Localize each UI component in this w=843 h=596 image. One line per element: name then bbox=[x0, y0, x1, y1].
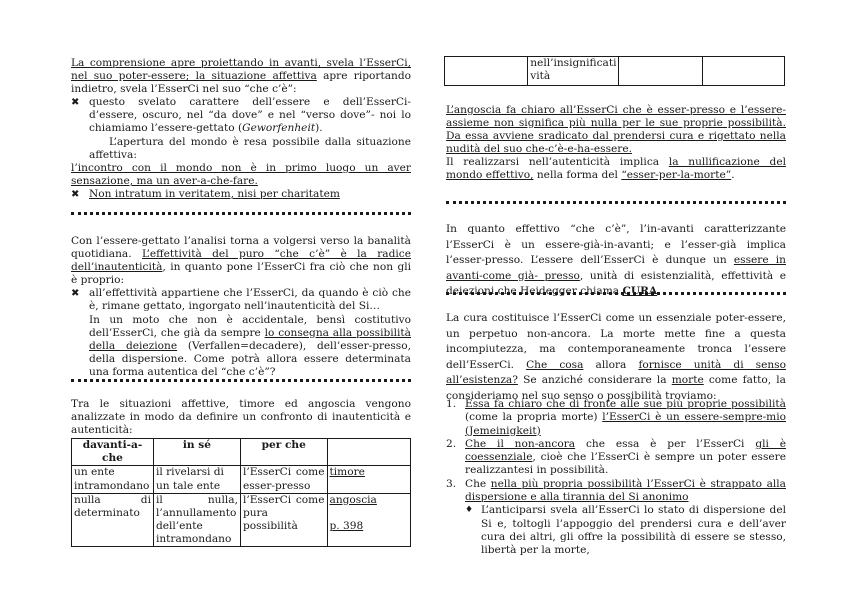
text: In quanto effettivo “che c’è”, l’in-avanti caratterizzante l’EsserCi è un essere-già-in-avanti; e l’esser-già implica l’esser-presso. L’essere dell’EsserCi è dunque un bbox=[446, 223, 786, 266]
table-cell bbox=[240, 493, 327, 546]
bullet-item bbox=[71, 96, 411, 135]
dotted-separator bbox=[71, 379, 411, 382]
underlined-text: fornisce unità di senso all’esistenza? bbox=[446, 358, 786, 386]
table-cell bbox=[240, 466, 327, 493]
text: l’EsserCi come esser-presso bbox=[242, 466, 325, 492]
table-cell bbox=[445, 57, 528, 86]
section-timore-angoscia bbox=[71, 398, 411, 547]
table-cell: un ente intramondano bbox=[72, 466, 154, 493]
underlined-text: “esser-per-la-morte” bbox=[621, 169, 732, 182]
list-number: 1. bbox=[446, 398, 457, 410]
comparison-table bbox=[71, 438, 411, 547]
table-header-cell bbox=[327, 439, 411, 466]
underlined-text: la nullificazione del mondo effettivo, bbox=[446, 156, 786, 182]
bold-underlined-text: CURA bbox=[622, 285, 658, 297]
text: apre riportando indietro, svela l’EsserCi nel suo “che c’è”: bbox=[71, 70, 411, 96]
list-number: 3. bbox=[446, 477, 457, 490]
underlined-text: angoscia bbox=[329, 493, 377, 506]
text: questo svelato carattere dell’essere e dell’EsserCi- d’essere, oscuro, nel “da dove” e nel “verso dove”- noi lo chiamiamo l’essere-gettato ( bbox=[89, 96, 411, 135]
underlined-text: Non intratum in veritatem, nisi per charitatem bbox=[89, 187, 340, 200]
text: il nulla, l’annullamento dell’ente intramondano bbox=[155, 493, 238, 545]
table-cell bbox=[327, 493, 411, 546]
text: Tra le situazioni affettive, timore ed angoscia vengono analizzate in modo da definire un confronto di inautenticità e autenticità: bbox=[71, 398, 411, 437]
list-item bbox=[446, 398, 786, 438]
table-cell bbox=[619, 57, 702, 86]
italic-text: Geworfenheit bbox=[242, 122, 316, 135]
table-cell: nell’insignificati vità bbox=[528, 57, 619, 86]
paragraph bbox=[71, 162, 411, 188]
text: Il realizzarsi nell’autenticità implica bbox=[446, 156, 669, 169]
table-cell bbox=[72, 493, 154, 546]
bullet-item bbox=[71, 188, 411, 201]
list-item bbox=[446, 478, 786, 505]
table-row bbox=[72, 466, 411, 493]
section-cura bbox=[446, 222, 786, 300]
table-cell bbox=[702, 57, 784, 86]
section-situazione-affettiva bbox=[71, 57, 411, 201]
underlined-text: L’effettività del puro “che c’è” è la radice dell’inautenticità bbox=[71, 248, 411, 274]
table-cell bbox=[153, 493, 240, 546]
text: . bbox=[731, 169, 735, 182]
table-header-cell: davanti-a-che bbox=[72, 439, 154, 466]
diamond-bullet-icon: ♦ bbox=[465, 505, 474, 516]
text: In un moto che non è accidentale, bensì costitutivo dell’EsserCi, che già da sempre bbox=[89, 313, 411, 339]
text: L’apertura del mondo è resa possibile dalla situazione affettiva: bbox=[89, 135, 411, 161]
cross-bullet-icon: ✖ bbox=[71, 188, 80, 200]
paragraph bbox=[71, 136, 411, 162]
text: , unità di esistenzialità, effettività e deiezioni che Heidegger chiama bbox=[446, 269, 786, 297]
text: all’effettività appartiene che l’EsserCi, da quando è ciò che è, rimane gettato, ingorgato nell’inautenticità del Si… bbox=[89, 287, 411, 313]
text: nella forma del bbox=[533, 169, 622, 182]
paragraph bbox=[71, 314, 411, 379]
table-cell bbox=[327, 466, 411, 493]
text: allora bbox=[583, 358, 639, 371]
section-angoscia bbox=[446, 104, 786, 183]
page-reference-link[interactable]: p. 398 bbox=[329, 519, 364, 532]
underlined-text: l’EsserCi è un essere-sempre-mio (Jemeinigkeit) bbox=[465, 411, 786, 437]
paragraph bbox=[446, 222, 786, 300]
table-row bbox=[72, 493, 411, 546]
table-header-row bbox=[72, 439, 411, 466]
text: nulla di determinato bbox=[74, 493, 151, 519]
text: (Verfallen=decadere), dell’esser-presso, della dispersione. Come potrà allora essere determinata una forma autentica del “che c’è”? bbox=[89, 339, 411, 378]
table-header-cell: per che bbox=[240, 439, 327, 466]
paragraph bbox=[446, 104, 786, 156]
text: , in quanto pone l’EsserCi fra ciò che non gli è proprio: bbox=[71, 261, 411, 287]
text: La cura costituisce l’EsserCi come un essenziale poter-essere, un perpetuo non-ancora. La morte mette fine a questa incompiutezza, ma contemporaneamente tronca l’essere dell’EsserCi. bbox=[446, 312, 786, 371]
text: . bbox=[657, 285, 661, 297]
underlined-text: Che il non-ancora bbox=[465, 437, 576, 450]
paragraph bbox=[71, 235, 411, 287]
text: l’EsserCi come pura possibilità bbox=[242, 493, 325, 532]
section-essere-gettato bbox=[71, 235, 411, 379]
paragraph bbox=[71, 57, 411, 96]
underlined-text: timore bbox=[329, 466, 365, 479]
text: che essa è per l’EsserCi bbox=[575, 437, 756, 450]
section-morte bbox=[446, 311, 786, 404]
underlined-text: L’angoscia fa chiaro all’EsserCi che è esser-presso e l’essere-assieme non significa più nulla per le sue proprie possibilità. Da essa avviene sradicato dal prendersi cura e rigettato nella nudità del suo che-c’è-e-ha-essere. bbox=[446, 104, 786, 156]
table-row bbox=[445, 57, 785, 86]
underlined-text: nella più propria possibilità l’EsserCi è strappato alla dispersione e alla tirannia del Si anonimo bbox=[465, 477, 786, 504]
underlined-text: l’incontro con il mondo non è in primo luogo un aver sensazione, ma un aver-a-che-fare. bbox=[71, 161, 411, 187]
text: Con l’essere-gettato l’analisi torna a volgersi verso la banalità quotidiana. bbox=[71, 235, 411, 261]
table-cell: il rivelarsi di un tale ente bbox=[153, 466, 240, 493]
paragraph bbox=[71, 398, 411, 437]
bullet-item bbox=[71, 287, 411, 313]
dotted-separator bbox=[446, 201, 786, 204]
text: , cioè che l’EsserCi è sempre un poter essere realizzantesi in possibilità. bbox=[465, 451, 786, 477]
underlined-text: Che cosa bbox=[526, 358, 584, 371]
dotted-separator bbox=[71, 212, 411, 215]
list-number: 2. bbox=[446, 437, 457, 450]
text: Che bbox=[465, 477, 491, 490]
underlined-text: essere in avanti-come già- presso bbox=[446, 254, 787, 282]
underlined-text: gli è coessenziale bbox=[465, 437, 786, 464]
text: L’anticiparsi svela all’EsserCi lo stato di dispersione del Si e, toltogli l’appoggio del prendersi cura e dell’aver cura dei altri, gli offre la possibilità di essere se stesso, libertà per la morte, bbox=[481, 504, 786, 557]
text: Se anziché considerare la bbox=[517, 374, 672, 386]
text: come fatto, la consideriamo nel suo senso o possibilità troviamo: bbox=[446, 374, 786, 402]
underlined-text: lo consegna alla possibilità della deiezione bbox=[89, 326, 411, 352]
cross-bullet-icon: ✖ bbox=[71, 288, 80, 300]
text: ). bbox=[315, 122, 323, 135]
underlined-text: morte bbox=[671, 374, 704, 386]
dotted-separator bbox=[446, 292, 786, 295]
text: (come la propria morte) bbox=[465, 411, 603, 424]
list-item bbox=[446, 438, 786, 478]
sub-list-item bbox=[465, 504, 786, 557]
cross-bullet-icon: ✖ bbox=[71, 97, 80, 109]
underlined-text: La comprensione apre proiettando in avanti, svela l’EsserCi, nel suo poter-essere; la situazione affettiva bbox=[71, 57, 411, 83]
paragraph bbox=[446, 311, 786, 404]
table-continuation bbox=[444, 56, 785, 86]
paragraph bbox=[446, 156, 786, 182]
table-header-cell: in sé bbox=[153, 439, 240, 466]
underlined-text: Essa fa chiaro che di fronte alle sue più proprie possibilità bbox=[465, 398, 786, 410]
numbered-list bbox=[446, 398, 786, 558]
